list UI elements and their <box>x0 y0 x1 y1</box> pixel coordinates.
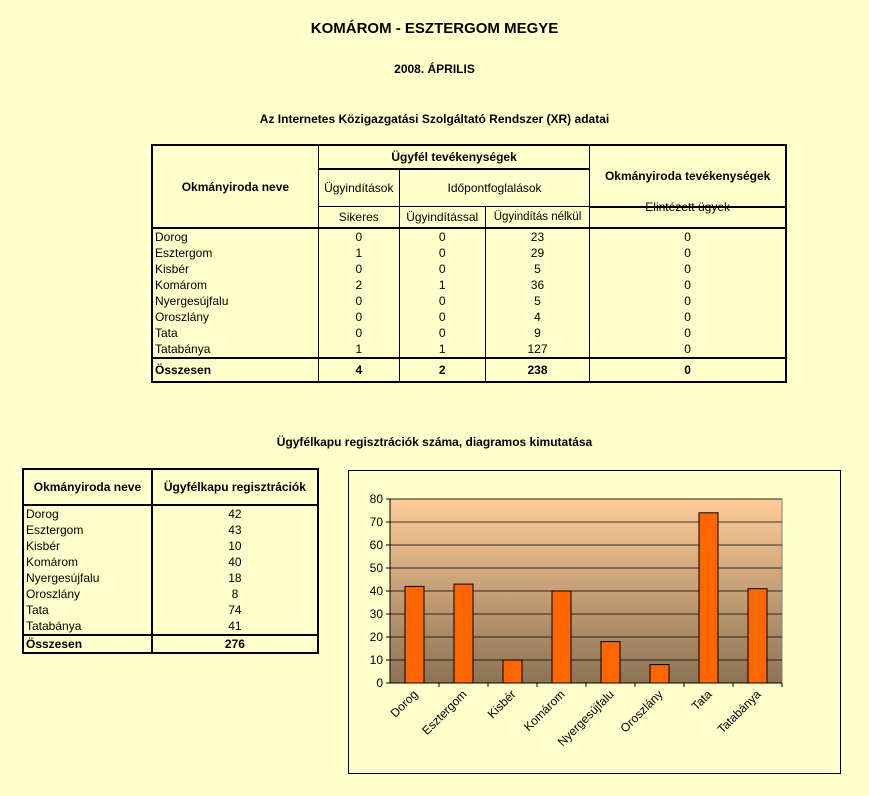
with-launch-cell: 0 <box>399 245 485 261</box>
table-row <box>152 293 786 309</box>
reg-value-cell: 42 <box>152 505 318 522</box>
bar <box>405 586 424 683</box>
with-launch-cell: 0 <box>399 309 485 325</box>
col-office-name: Okmányiroda neve <box>152 145 318 228</box>
group-office-activities: Okmányiroda tevékenységek <box>590 145 786 207</box>
without-launch-cell: 127 <box>485 341 590 358</box>
office-name-cell: Kisbér <box>152 261 318 277</box>
office-name-cell: Tatabánya <box>152 341 318 358</box>
y-tick-label: 30 <box>369 607 383 621</box>
table-row <box>23 554 318 570</box>
table-row <box>152 228 786 245</box>
table-row <box>152 245 786 261</box>
handled-cell: 0 <box>590 245 786 261</box>
x-tick-label: Dorog <box>387 687 421 721</box>
office-name-cell: Esztergom <box>152 245 318 261</box>
launches-cell: 0 <box>318 228 399 245</box>
office-name-cell: Oroszlány <box>152 309 318 325</box>
y-tick-label: 20 <box>369 630 383 644</box>
registration-table <box>22 468 319 654</box>
with-launch-cell: 0 <box>399 261 485 277</box>
with-launch-cell: 0 <box>399 325 485 341</box>
bar <box>503 660 522 683</box>
reg-col-regs: Ügyfélkapu regisztrációk <box>152 469 318 505</box>
x-tick-label: Kisbér <box>484 687 519 722</box>
with-launch-cell: 0 <box>399 228 485 245</box>
table-row <box>23 602 318 618</box>
reg-office-cell: Tata <box>23 602 152 618</box>
total-handled: 0 <box>590 358 786 382</box>
handled-cell: 0 <box>590 277 786 293</box>
launches-cell: 1 <box>318 245 399 261</box>
total-without-launch: 238 <box>485 358 590 382</box>
reg-total-value: 276 <box>152 635 318 653</box>
without-launch-cell: 4 <box>485 309 590 325</box>
reg-office-cell: Nyergesújfalu <box>23 570 152 586</box>
total-launches: 4 <box>318 358 399 382</box>
reg-office-cell: Oroszlány <box>23 586 152 602</box>
table-row <box>152 309 786 325</box>
xr-table-title: Az Internetes Közigazgatási Szolgáltató Rendszer (XR) adatai <box>259 112 610 126</box>
x-tick-label: Tata <box>688 687 715 714</box>
handled-cell: 0 <box>590 261 786 277</box>
reg-value-cell: 41 <box>152 618 318 635</box>
without-launch-cell: 23 <box>485 228 590 245</box>
group-client-activities: Ügyfél tevékenységek <box>318 145 589 169</box>
xr-data-table <box>151 144 787 383</box>
office-name-cell: Tata <box>152 325 318 341</box>
xr-total-row <box>152 358 786 382</box>
bar <box>552 591 571 683</box>
reg-value-cell: 74 <box>152 602 318 618</box>
period-title: 2008. ÁPRILIS <box>394 62 475 76</box>
reg-value-cell: 10 <box>152 538 318 554</box>
reg-value-cell: 40 <box>152 554 318 570</box>
col-successful: Sikeres <box>318 207 399 229</box>
x-tick-label: Komárom <box>520 687 568 734</box>
office-name-cell: Dorog <box>152 228 318 245</box>
launches-cell: 1 <box>318 341 399 358</box>
table-row <box>23 522 318 538</box>
reg-office-cell: Tatabánya <box>23 618 152 635</box>
reg-office-cell: Kisbér <box>23 538 152 554</box>
y-tick-label: 70 <box>369 515 383 529</box>
reg-value-cell: 8 <box>152 586 318 602</box>
reg-office-cell: Komárom <box>23 554 152 570</box>
y-tick-label: 0 <box>376 676 383 690</box>
handled-cell: 0 <box>590 293 786 309</box>
col-without-launch: Ügyindítás nélkül <box>485 207 590 229</box>
y-tick-label: 80 <box>369 492 383 506</box>
without-launch-cell: 5 <box>485 293 590 309</box>
x-tick-label: Esztergom <box>419 687 470 738</box>
handled-cell: 0 <box>590 228 786 245</box>
x-tick-label: Oroszlány <box>617 687 666 736</box>
reg-office-cell: Esztergom <box>23 522 152 538</box>
without-launch-cell: 36 <box>485 277 590 293</box>
y-tick-label: 40 <box>369 584 383 598</box>
without-launch-cell: 9 <box>485 325 590 341</box>
total-with-launch: 2 <box>399 358 485 382</box>
col-handled: Elintézett ügyek <box>590 197 786 219</box>
total-label: Összesen <box>152 358 318 382</box>
county-title: KOMÁROM - ESZTERGOM MEGYE <box>310 20 559 37</box>
table-row <box>152 261 786 277</box>
y-tick-label: 60 <box>369 538 383 552</box>
launches-cell: 2 <box>318 277 399 293</box>
without-launch-cell: 29 <box>485 245 590 261</box>
table-row <box>152 341 786 358</box>
table-row <box>152 325 786 341</box>
launches-cell: 0 <box>318 325 399 341</box>
handled-cell: 0 <box>590 325 786 341</box>
with-launch-cell: 0 <box>399 293 485 309</box>
bar <box>650 665 669 683</box>
table-row <box>23 538 318 554</box>
launches-cell: 0 <box>318 309 399 325</box>
handled-cell: 0 <box>590 341 786 358</box>
table-row <box>23 505 318 522</box>
reg-value-cell: 43 <box>152 522 318 538</box>
without-launch-cell: 5 <box>485 261 590 277</box>
office-name-cell: Nyergesújfalu <box>152 293 318 309</box>
col-appointments: Időpontfoglalások <box>399 169 590 207</box>
bar <box>601 642 620 683</box>
table-row <box>23 586 318 602</box>
reg-value-cell: 18 <box>152 570 318 586</box>
x-tick-label: Nyergesújfalu <box>554 687 617 750</box>
bar <box>454 584 473 683</box>
with-launch-cell: 1 <box>399 341 485 358</box>
bar-chart <box>349 471 840 773</box>
table-row <box>152 277 786 293</box>
reg-total-row <box>23 635 318 653</box>
table-row <box>23 570 318 586</box>
bar <box>699 513 718 683</box>
table-row <box>23 618 318 635</box>
col-launches: Ügyindítások <box>318 169 399 207</box>
chart-section-title: Ügyfélkapu regisztrációk száma, diagramos kimutatása <box>276 435 593 449</box>
reg-total-label: Összesen <box>23 635 152 653</box>
with-launch-cell: 1 <box>399 277 485 293</box>
handled-cell: 0 <box>590 309 786 325</box>
launches-cell: 0 <box>318 261 399 277</box>
x-tick-label: Tatabánya <box>714 687 764 737</box>
bar <box>748 589 767 683</box>
reg-col-office: Okmányiroda neve <box>23 469 152 505</box>
reg-office-cell: Dorog <box>23 505 152 522</box>
office-name-cell: Komárom <box>152 277 318 293</box>
y-tick-label: 10 <box>369 653 383 667</box>
chart-area <box>348 470 841 774</box>
launches-cell: 0 <box>318 293 399 309</box>
col-with-launch: Ügyindítással <box>399 207 485 229</box>
y-tick-label: 50 <box>369 561 383 575</box>
